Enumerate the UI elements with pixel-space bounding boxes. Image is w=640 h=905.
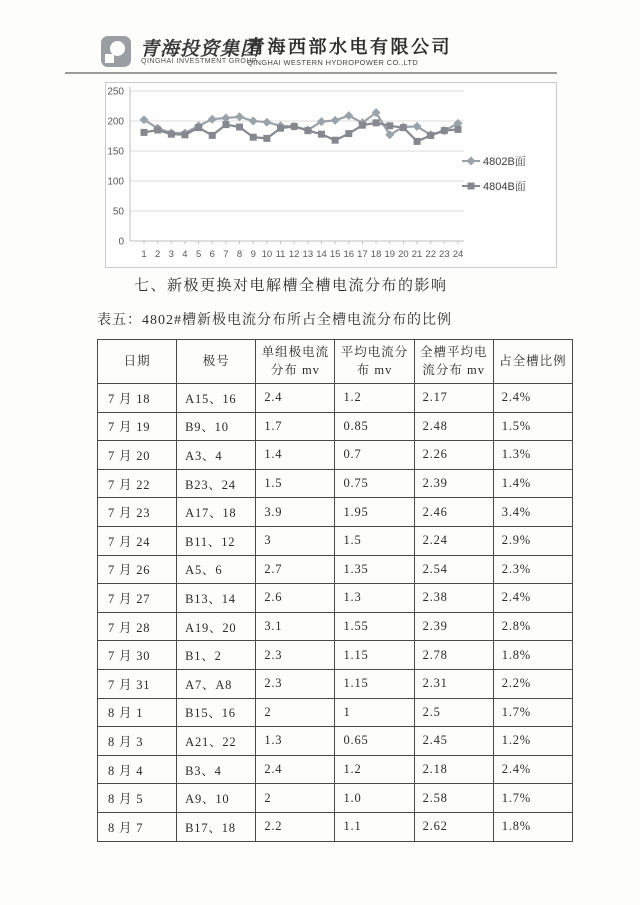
table-cell: 8 月 5 [98, 784, 177, 813]
table-cell: 1.3% [493, 441, 572, 470]
table-cell: 1.15 [335, 641, 414, 670]
table-cell: 2.4% [493, 755, 572, 784]
table-cell: A21、22 [177, 727, 256, 756]
y-axis-tick-label: 0 [118, 236, 124, 248]
data-point-marker [263, 135, 270, 142]
table-cell: 2.5 [414, 698, 493, 727]
data-point-marker [291, 123, 298, 130]
table-row [98, 412, 573, 441]
table-cell: 7 月 23 [98, 498, 177, 527]
table-cell: 2.62 [414, 812, 493, 841]
table-cell: 2.48 [414, 412, 493, 441]
header-divider [65, 72, 557, 74]
x-axis-tick-label: 13 [302, 249, 314, 260]
table-cell: A19、20 [177, 612, 256, 641]
x-axis-tick-label: 2 [155, 249, 161, 260]
table-cell: 2.9% [493, 526, 572, 555]
data-point-marker [250, 134, 257, 141]
table-cell: B23、24 [177, 469, 256, 498]
table-cell: 2.58 [414, 784, 493, 813]
column-header: 全槽平均电 流分布 mv [414, 340, 493, 384]
legend-label: 4802B面 [483, 156, 526, 168]
x-axis-tick-label: 19 [384, 249, 396, 260]
y-axis-tick-label: 150 [107, 146, 124, 158]
data-point-marker [236, 124, 243, 131]
table-cell: 1.5 [256, 469, 335, 498]
data-point-marker [400, 124, 407, 131]
y-axis-tick-label: 50 [112, 206, 124, 218]
table-cell: 1.8% [493, 641, 572, 670]
table-row [98, 526, 573, 555]
table-cell: 1.3 [335, 584, 414, 613]
table-cell: 1.7 [256, 412, 335, 441]
x-axis-tick-label: 22 [425, 249, 436, 260]
table-cell: 1.15 [335, 669, 414, 698]
data-point-marker [249, 117, 258, 126]
table-cell: 2.39 [414, 469, 493, 498]
table-cell: 2.2% [493, 669, 572, 698]
y-axis-tick-label: 250 [107, 86, 124, 98]
table-cell: 2.3 [256, 669, 335, 698]
table-cell: 2.78 [414, 641, 493, 670]
table-cell: 2.4% [493, 384, 572, 413]
x-axis-tick-label: 11 [275, 249, 286, 260]
data-point-marker [331, 116, 340, 125]
table-row [98, 612, 573, 641]
column-header: 极号 [177, 340, 256, 384]
legend-label: 4804B面 [483, 181, 526, 193]
table-cell: 2.4 [256, 384, 335, 413]
table-cell: 2.45 [414, 727, 493, 756]
table-cell: 7 月 26 [98, 555, 177, 584]
data-point-marker [195, 124, 202, 131]
data-point-marker [222, 121, 229, 128]
brand-name-en: QINGHAI INVESTMENT GROUP [141, 58, 258, 65]
table-cell: 8 月 4 [98, 755, 177, 784]
company-logo-icon [101, 36, 131, 67]
x-axis-tick-label: 8 [236, 249, 243, 260]
table-cell: 1.1 [335, 812, 414, 841]
table-cell: 1.55 [335, 612, 414, 641]
table-cell: B13、14 [177, 584, 256, 613]
table-cell: 2.2 [256, 812, 335, 841]
table-cell: 1.95 [335, 498, 414, 527]
table-row [98, 669, 573, 698]
data-point-marker [414, 138, 421, 145]
data-point-marker [455, 126, 462, 133]
table-row [98, 812, 573, 841]
table-cell: 8 月 7 [98, 812, 177, 841]
table-cell: B11、12 [177, 526, 256, 555]
x-axis-tick-label: 5 [195, 249, 202, 260]
table-cell: 7 月 19 [98, 412, 177, 441]
table-header-row [98, 340, 573, 384]
data-point-marker [344, 111, 353, 120]
table-cell: 2.4 [256, 755, 335, 784]
data-point-marker [181, 131, 188, 138]
column-header: 单组极电流 分布 mv [256, 340, 335, 384]
data-point-marker [318, 131, 325, 138]
table-cell: B1、2 [177, 641, 256, 670]
table-cell: A3、4 [177, 441, 256, 470]
table-cell: 0.75 [335, 469, 414, 498]
column-header: 日期 [98, 340, 177, 384]
data-point-marker [386, 122, 393, 129]
table-cell: A9、10 [177, 784, 256, 813]
x-axis-tick-label: 3 [168, 249, 174, 260]
table-cell: 2.38 [414, 584, 493, 613]
table-cell: 2.4% [493, 584, 572, 613]
x-axis-tick-label: 23 [439, 249, 450, 260]
data-point-marker [304, 127, 311, 134]
x-axis-tick-label: 17 [357, 249, 368, 260]
table-cell: 1.7% [493, 784, 572, 813]
table-cell: 0.85 [335, 412, 414, 441]
table-cell: 1.4% [493, 469, 572, 498]
data-point-marker [277, 125, 284, 132]
table-cell: 3 [256, 526, 335, 555]
table-cell: 0.65 [335, 727, 414, 756]
data-point-marker [262, 118, 271, 127]
table-cell: 2.3 [256, 641, 335, 670]
table-cell: 8 月 1 [98, 698, 177, 727]
table-cell: 3.9 [256, 498, 335, 527]
table-cell: 2.3% [493, 555, 572, 584]
table-row [98, 498, 573, 527]
table-cell: 1.35 [335, 555, 414, 584]
x-axis-tick-label: 16 [343, 249, 355, 260]
x-axis-tick-label: 10 [261, 249, 273, 260]
table-row [98, 784, 573, 813]
table-cell: 1.5% [493, 412, 572, 441]
y-axis-tick-label: 200 [107, 116, 124, 128]
table-cell: 1.2 [335, 384, 414, 413]
table-cell: 2.26 [414, 441, 493, 470]
table-cell: 0.7 [335, 441, 414, 470]
table-row [98, 641, 573, 670]
table-cell: 1.2% [493, 727, 572, 756]
table-cell: 7 月 30 [98, 641, 177, 670]
table-cell: 2 [256, 698, 335, 727]
x-axis-tick-label: 12 [288, 249, 300, 260]
x-axis-tick-label: 9 [250, 249, 256, 260]
table-cell: A7、A8 [177, 669, 256, 698]
table-cell: 2.31 [414, 669, 493, 698]
table-cell: A15、16 [177, 384, 256, 413]
table-cell: 2.46 [414, 498, 493, 527]
table-cell: 7 月 18 [98, 384, 177, 413]
table-cell: 3.1 [256, 612, 335, 641]
table-cell: B3、4 [177, 755, 256, 784]
data-point-marker [345, 130, 352, 137]
x-axis-tick-label: 21 [411, 249, 423, 260]
table-cell: 1.4 [256, 441, 335, 470]
table-caption: 表五：4802#槽新极电流分布所占全槽电流分布的比例 [97, 313, 452, 328]
table-cell: 2.39 [414, 612, 493, 641]
data-point-marker [141, 129, 148, 136]
table-cell: 1.2 [335, 755, 414, 784]
data-point-marker [441, 127, 448, 134]
data-point-marker [373, 119, 380, 126]
x-axis-tick-label: 18 [370, 249, 382, 260]
data-point-marker [427, 132, 434, 139]
current-distribution-line-chart [105, 82, 557, 268]
x-axis-tick-label: 4 [182, 249, 188, 260]
table-cell: B17、18 [177, 812, 256, 841]
table-cell: 2.6 [256, 584, 335, 613]
table-cell: B15、16 [177, 698, 256, 727]
table-cell: 2.7 [256, 555, 335, 584]
data-point-marker [154, 127, 161, 134]
table-cell: 2 [256, 784, 335, 813]
table-cell: 3.4% [493, 498, 572, 527]
x-axis-tick-label: 1 [141, 249, 147, 260]
table-cell: 7 月 28 [98, 612, 177, 641]
table-cell: 1.3 [256, 727, 335, 756]
table-cell: 2.18 [414, 755, 493, 784]
table-row [98, 384, 573, 413]
brand-name-cn: 青海投资集团 [140, 39, 261, 60]
data-point-marker [208, 115, 217, 124]
table-cell: 1.0 [335, 784, 414, 813]
table-cell: A5、6 [177, 555, 256, 584]
column-header: 平均电流分 布 mv [335, 340, 414, 384]
company-name-en: QINGHAI WESTERN HYDROPOWER CO.,LTD [247, 58, 419, 67]
table-cell: 7 月 27 [98, 584, 177, 613]
table-cell: 7 月 22 [98, 469, 177, 498]
y-axis-tick-label: 100 [107, 176, 124, 188]
table-cell: 7 月 20 [98, 441, 177, 470]
table-cell: B9、10 [177, 412, 256, 441]
table-row [98, 698, 573, 727]
table-cell: 7 月 24 [98, 526, 177, 555]
table-head [98, 340, 573, 384]
data-point-marker [209, 132, 216, 139]
table-cell: 1 [335, 698, 414, 727]
data-point-marker [359, 122, 366, 129]
company-name-cn: 青海西部水电有限公司 [247, 37, 452, 57]
table-cell: 1.7% [493, 698, 572, 727]
column-header: 占全槽比例 [493, 340, 572, 384]
x-axis-tick-label: 15 [329, 249, 341, 260]
x-axis-tick-label: 14 [316, 249, 327, 260]
x-axis-tick-label: 20 [398, 249, 409, 260]
section-heading: 七、新极更换对电解槽全槽电流分布的影响 [134, 278, 448, 294]
table-row [98, 727, 573, 756]
data-point-marker [332, 137, 339, 144]
table-cell: 2.8% [493, 612, 572, 641]
table-cell: 8 月 3 [98, 727, 177, 756]
table-row [98, 755, 573, 784]
table-row [98, 584, 573, 613]
table-cell: 2.24 [414, 526, 493, 555]
table-body [98, 384, 573, 842]
x-axis-tick-label: 7 [223, 249, 229, 260]
table-cell: A17、18 [177, 498, 256, 527]
table-cell: 7 月 31 [98, 669, 177, 698]
table-row [98, 469, 573, 498]
table-row [98, 555, 573, 584]
x-axis-tick-label: 6 [209, 249, 215, 260]
table-cell: 1.5 [335, 526, 414, 555]
current-distribution-table [97, 339, 573, 842]
line-chart-canvas [106, 83, 558, 269]
table-cell: 2.17 [414, 384, 493, 413]
x-axis-tick-label: 24 [452, 249, 464, 260]
data-point-marker [235, 112, 244, 121]
table-cell: 2.54 [414, 555, 493, 584]
data-point-marker [168, 131, 175, 138]
table-row [98, 441, 573, 470]
table-cell: 1.8% [493, 812, 572, 841]
